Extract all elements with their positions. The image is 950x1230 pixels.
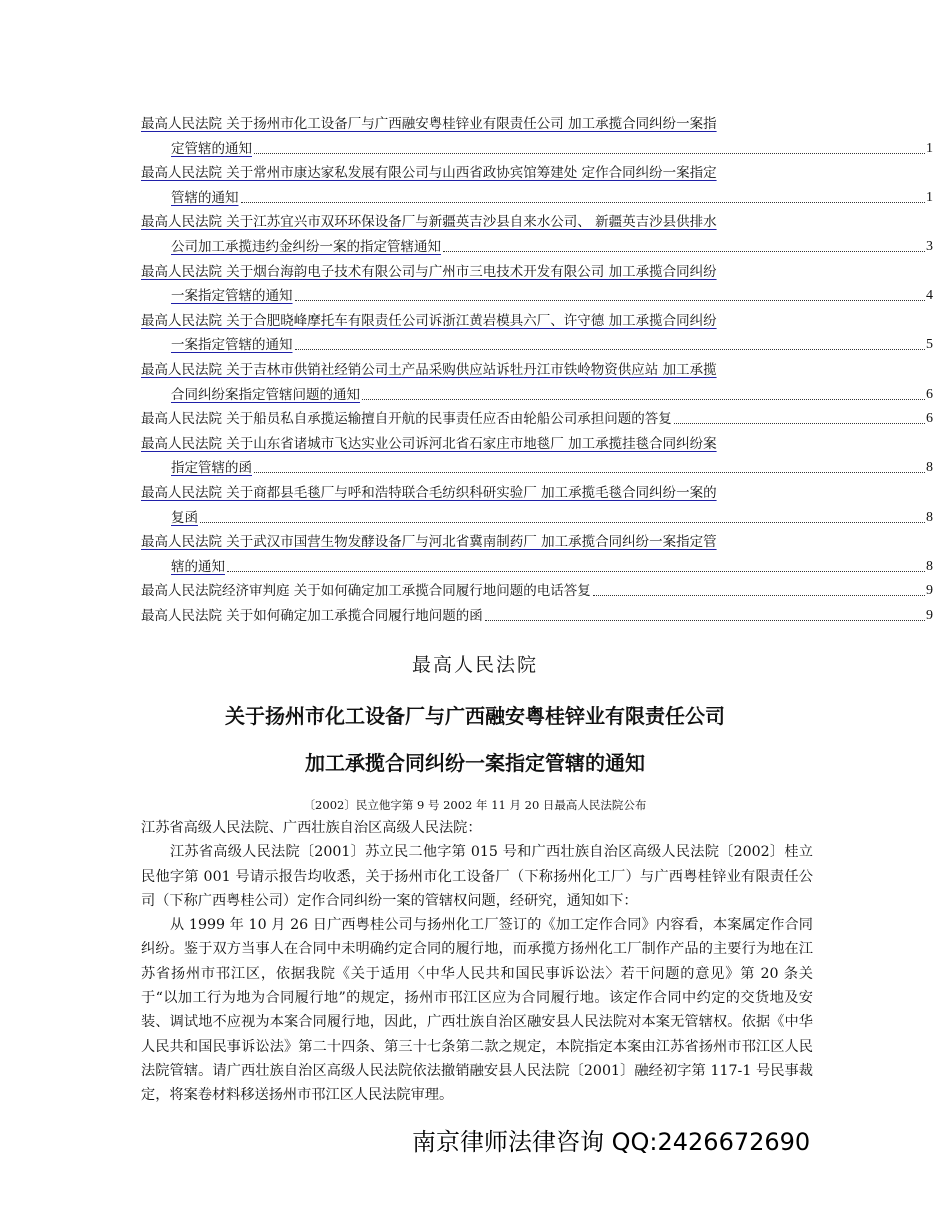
toc-link-text[interactable]: 最高人民法院 关于吉林市供销社经销公司土产品采购供应站诉牡丹江市铁岭物资供应站 加工承揽 [141,361,717,378]
toc-entry[interactable] [141,260,933,309]
toc-link-text[interactable]: 最高人民法院 关于山东省诸城市飞达实业公司诉河北省石家庄市地毯厂 加工承揽挂毯合同纠纷案 [141,435,717,452]
toc-link-text[interactable]: 最高人民法院经济审判庭 关于如何确定加工承揽合同履行地问题的电话答复 [141,583,591,600]
toc-page-number: 4 [926,288,933,304]
table-of-contents [141,112,933,628]
toc-entry[interactable] [141,481,933,530]
toc-page-number: 1 [926,189,933,205]
toc-entry[interactable] [141,112,933,161]
document-title-line-1: 关于扬州市化工设备厂与广西融安粤桂锌业有限责任公司 [225,704,725,728]
toc-link-text[interactable]: 管辖的通知 [171,189,239,206]
toc-leader-dots [593,579,925,596]
toc-page-number: 8 [926,460,933,476]
toc-link-text[interactable]: 最高人民法院 关于如何确定加工承揽合同履行地问题的函 [141,607,483,624]
toc-entry[interactable] [141,210,933,259]
issuing-court: 最高人民法院 [411,654,538,676]
toc-entry[interactable] [141,161,933,210]
toc-link-text[interactable]: 最高人民法院 关于常州市康达家私发展有限公司与山西省政协宾馆筹建处 定作合同纠纷一案指定 [141,165,717,182]
toc-link-text[interactable]: 最高人民法院 关于商都县毛毯厂与呼和浩特联合毛纺织科研实验厂 加工承揽毛毯合同纠纷一案的 [141,484,717,501]
toc-link-text[interactable]: 公司加工承揽违约金纠纷一案的指定管辖通知 [171,238,441,255]
toc-link-text[interactable]: 指定管辖的函 [171,460,252,477]
toc-link-text[interactable]: 最高人民法院 关于江苏宜兴市双环环保设备厂与新疆英吉沙县自来水公司、 新疆英吉沙县供排水 [141,214,717,231]
toc-leader-dots [485,604,925,621]
toc-page-number: 1 [926,140,933,156]
toc-leader-dots [443,235,925,252]
toc-link-text[interactable]: 辖的通知 [171,558,225,575]
document-body [141,816,813,1108]
toc-entry[interactable] [141,579,933,604]
document-number: 〔2002〕民立他字第 9 号 2002 年 11 月 20 日最高人民法院公布 [303,798,647,812]
toc-entry[interactable] [141,407,933,432]
toc-link-text[interactable]: 最高人民法院 关于扬州市化工设备厂与广西融安粤桂锌业有限责任公司 加工承揽合同纠纷一案指 [141,116,717,132]
toc-leader-dots [295,333,926,350]
toc-link-text[interactable]: 最高人民法院 关于武汉市国营生物发酵设备厂与河北省冀南制药厂 加工承揽合同纠纷一案指定管 [141,534,717,551]
toc-entry[interactable] [141,530,933,579]
toc-page-number: 5 [926,337,933,353]
toc-link-text[interactable]: 一案指定管辖的通知 [171,337,293,354]
addressee: 江苏省高级人民法院、广西壮族自治区高级人民法院： [141,820,482,836]
toc-entry[interactable] [141,432,933,481]
toc-entry[interactable] [141,309,933,358]
toc-link-text[interactable]: 复函 [171,509,198,526]
toc-page-number: 3 [926,238,933,254]
toc-page-number: 9 [926,607,933,623]
toc-page-number: 6 [926,386,933,402]
toc-leader-dots [254,456,925,473]
toc-link-text[interactable]: 定管辖的通知 [171,140,252,157]
toc-link-text[interactable]: 最高人民法院 关于船员私自承揽运输擅自开航的民事责任应否由轮船公司承担问题的答复 [141,411,672,428]
toc-link-text[interactable]: 最高人民法院 关于合肥晓峰摩托车有限责任公司诉浙江黄岩模具六厂、许守德 加工承揽合同纠纷 [141,312,717,329]
toc-leader-dots [241,186,926,203]
toc-link-text[interactable]: 最高人民法院 关于烟台海韵电子技术有限公司与广州市三电技术开发有限公司 加工承揽合同纠纷 [141,263,717,280]
toc-leader-dots [200,506,925,523]
toc-page-number: 9 [926,583,933,599]
body-paragraph: 从 1999 年 10 月 26 日广西粤桂公司与扬州化工厂签订的《加工定作合同》内容看，本案属定作合同纠纷。鉴于双方当事人在合同中未明确约定合同的履行地，而承揽方扬州化工厂制作产品的主要行为地在江苏省扬州市邗江区，依据我院《关于适用〈中华人民共和国民事诉讼法〉若干问题的意见》第 20 条关于“以加工行为地为合同履行地”的规定，扬州市邗江区应为合同履行地。该定作合同中约定的交货地及安装、调试地不应视为本案合同履行地，因此，广西壮族自治区融安县人民法院对本案无管辖权。依据《中华人民共和国民事诉讼法》第二十四条、第三十七条第二款之规定，本院指定本案由江苏省扬州市邗江区人民法院管辖。请广西壮族自治区高级人民法院依法撤销融安县人民法院〔2001〕融经初字第 117-1 号民事裁定，将案卷材料移送扬州市邗江区人民法院审理。 [141,917,813,1104]
toc-entry[interactable] [141,358,933,407]
toc-page-number: 8 [926,509,933,525]
toc-leader-dots [362,383,925,400]
toc-leader-dots [254,137,925,154]
toc-page-number: 8 [926,558,933,574]
toc-leader-dots [295,284,926,301]
toc-page-number: 6 [926,411,933,427]
contact-watermark: 南京律师法律咨询 QQ:2426672690 [412,1128,811,1156]
body-paragraph: 江苏省高级人民法院〔2001〕苏立民二他字第 015 号和广西壮族自治区高级人民法院〔2002〕桂立民他字第 001 号请示报告均收悉，关于扬州市化工设备厂（下称扬州化工厂）与广西粤桂锌业有限责任公司（下称广西粤桂公司）定作合同纠纷一案的管辖权问题，经研究，通知如下： [141,844,813,909]
document-title-line-2: 加工承揽合同纠纷一案指定管辖的通知 [305,751,645,775]
toc-leader-dots [674,407,925,424]
toc-link-text[interactable]: 合同纠纷案指定管辖问题的通知 [171,386,360,403]
toc-entry[interactable] [141,604,933,629]
toc-link-text[interactable]: 一案指定管辖的通知 [171,288,293,305]
toc-leader-dots [227,555,925,572]
